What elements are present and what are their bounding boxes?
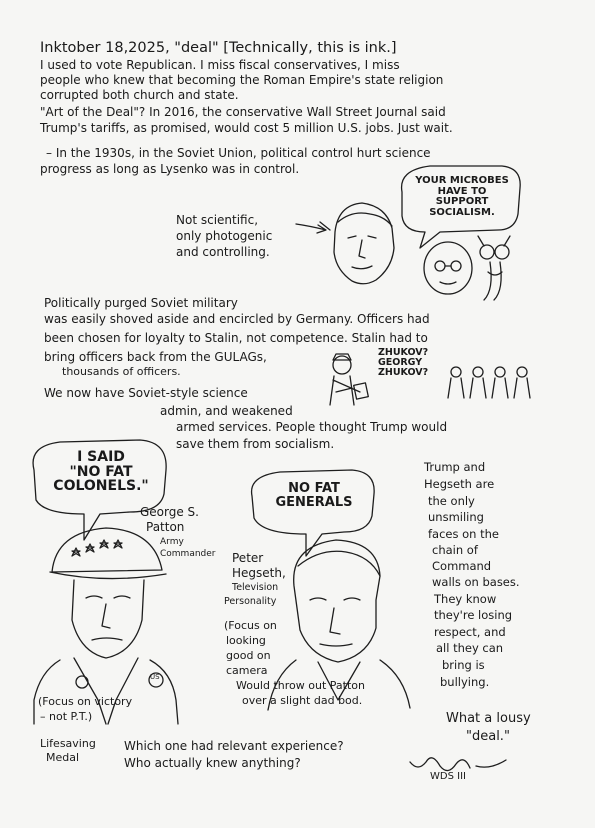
right-column-line: Command <box>432 559 492 573</box>
lysenko-bubble-text: YOUR MICROBES HAVE TO SUPPORT SOCIALISM. <box>415 175 509 218</box>
hegseth-role: Television <box>232 582 279 593</box>
military-line: Politically purged Soviet military <box>44 296 238 310</box>
right-column-line: They know <box>434 592 497 606</box>
zhukov-labels: ZHUKOV? GEORGY ZHUKOV? <box>378 347 429 378</box>
military-line: bring officers back from the GULAGs, <box>44 350 267 364</box>
scientist-figure-bald <box>424 242 472 294</box>
right-column-line: bring is <box>442 658 485 672</box>
lysenko-caption: Not scientific, <box>176 213 259 227</box>
right-column-line: unsmiling <box>428 510 484 524</box>
military-line: been chosen for loyalty to Stalin, not competence. Stalin had to <box>44 331 428 345</box>
right-column-line: Trump and <box>424 460 486 474</box>
right-column-line: Hegseth are <box>424 477 495 491</box>
hegseth-focus: Would throw out Patton <box>236 679 365 692</box>
intro-line: I used to vote Republican. I miss fiscal conservatives, I miss <box>40 58 400 72</box>
right-column-line: respect, and <box>434 625 506 639</box>
right-column-line: walls on bases. <box>432 575 520 589</box>
intro-line: "Art of the Deal"? In 2016, the conservative Wall Street Journal said <box>40 105 446 119</box>
now-line: admin, and weakened <box>160 404 293 418</box>
signature-flourish <box>410 758 506 771</box>
lysenko-caption: and controlling. <box>176 245 270 259</box>
patton-medal: Medal <box>46 751 80 764</box>
intro-line: corrupted both church and state. <box>40 88 239 102</box>
patton-focus: – not P.T.) <box>40 710 93 723</box>
hegseth-focus: over a slight dad bod. <box>242 694 363 707</box>
hegseth-name: Peter <box>232 551 264 565</box>
scientist-figure-bug-eyed <box>478 236 510 300</box>
hegseth-focus: (Focus on <box>224 619 277 632</box>
right-column-line: all they can <box>436 641 504 655</box>
lysenko-pointer-arrow <box>296 224 326 233</box>
thousands-of-officers: thousands of officers. <box>62 365 181 378</box>
lysenko-caption: only photogenic <box>176 229 273 243</box>
right-column-line: bullying. <box>440 675 490 689</box>
page-title: Inktober 18,2025, "deal" [Technically, this is ink.] <box>40 40 397 56</box>
right-column-line: faces on the <box>428 527 499 541</box>
hegseth-focus: camera <box>226 664 268 677</box>
patton-name: Patton <box>146 520 185 534</box>
artist-signature: WDS III <box>430 771 466 782</box>
now-line: save them from socialism. <box>176 437 335 451</box>
now-line: We now have Soviet-style science <box>44 386 248 400</box>
patton-collar-badge: US <box>150 673 160 681</box>
bottom-question: Which one had relevant experience? <box>124 739 344 753</box>
lysenko-portrait <box>320 203 394 284</box>
intro-line: people who knew that becoming the Roman Empire's state religion <box>40 73 444 87</box>
intro-line: Trump's tariffs, as promised, would cost 5 million U.S. jobs. Just wait. <box>40 121 453 135</box>
patton-focus: (Focus on victory <box>38 695 133 708</box>
now-line: armed services. People thought Trump would <box>176 420 448 434</box>
closing-line: "deal." <box>466 729 510 744</box>
hegseth-focus: good on <box>226 649 271 662</box>
gulag-officers-group <box>448 367 530 398</box>
patton-role: Army <box>160 537 184 547</box>
patton-role: Commander <box>160 549 216 559</box>
hegseth-focus: looking <box>226 634 266 647</box>
patton-medal: Lifesaving <box>40 737 96 750</box>
patton-bubble-text: I SAID "NO FAT COLONELS." <box>53 449 149 495</box>
intro-line: – In the 1930s, in the Soviet Union, political control hurt science <box>46 146 431 160</box>
hegseth-bubble-text: NO FAT GENERALS <box>275 481 353 510</box>
hegseth-name: Hegseth, <box>232 566 286 580</box>
patton-name: George S. <box>140 505 199 519</box>
intro-line: progress as long as Lysenko was in control. <box>40 162 300 176</box>
hegseth-role: Personality <box>224 596 277 607</box>
bottom-question: Who actually knew anything? <box>124 756 301 770</box>
right-column-line: the only <box>428 494 475 508</box>
military-line: was easily shoved aside and encircled by Germany. Officers had <box>44 312 430 326</box>
officer-figure-clipboard <box>330 354 368 405</box>
right-column-line: they're losing <box>434 608 513 622</box>
right-column-line: chain of <box>432 543 478 557</box>
closing-line: What a lousy <box>446 711 531 726</box>
